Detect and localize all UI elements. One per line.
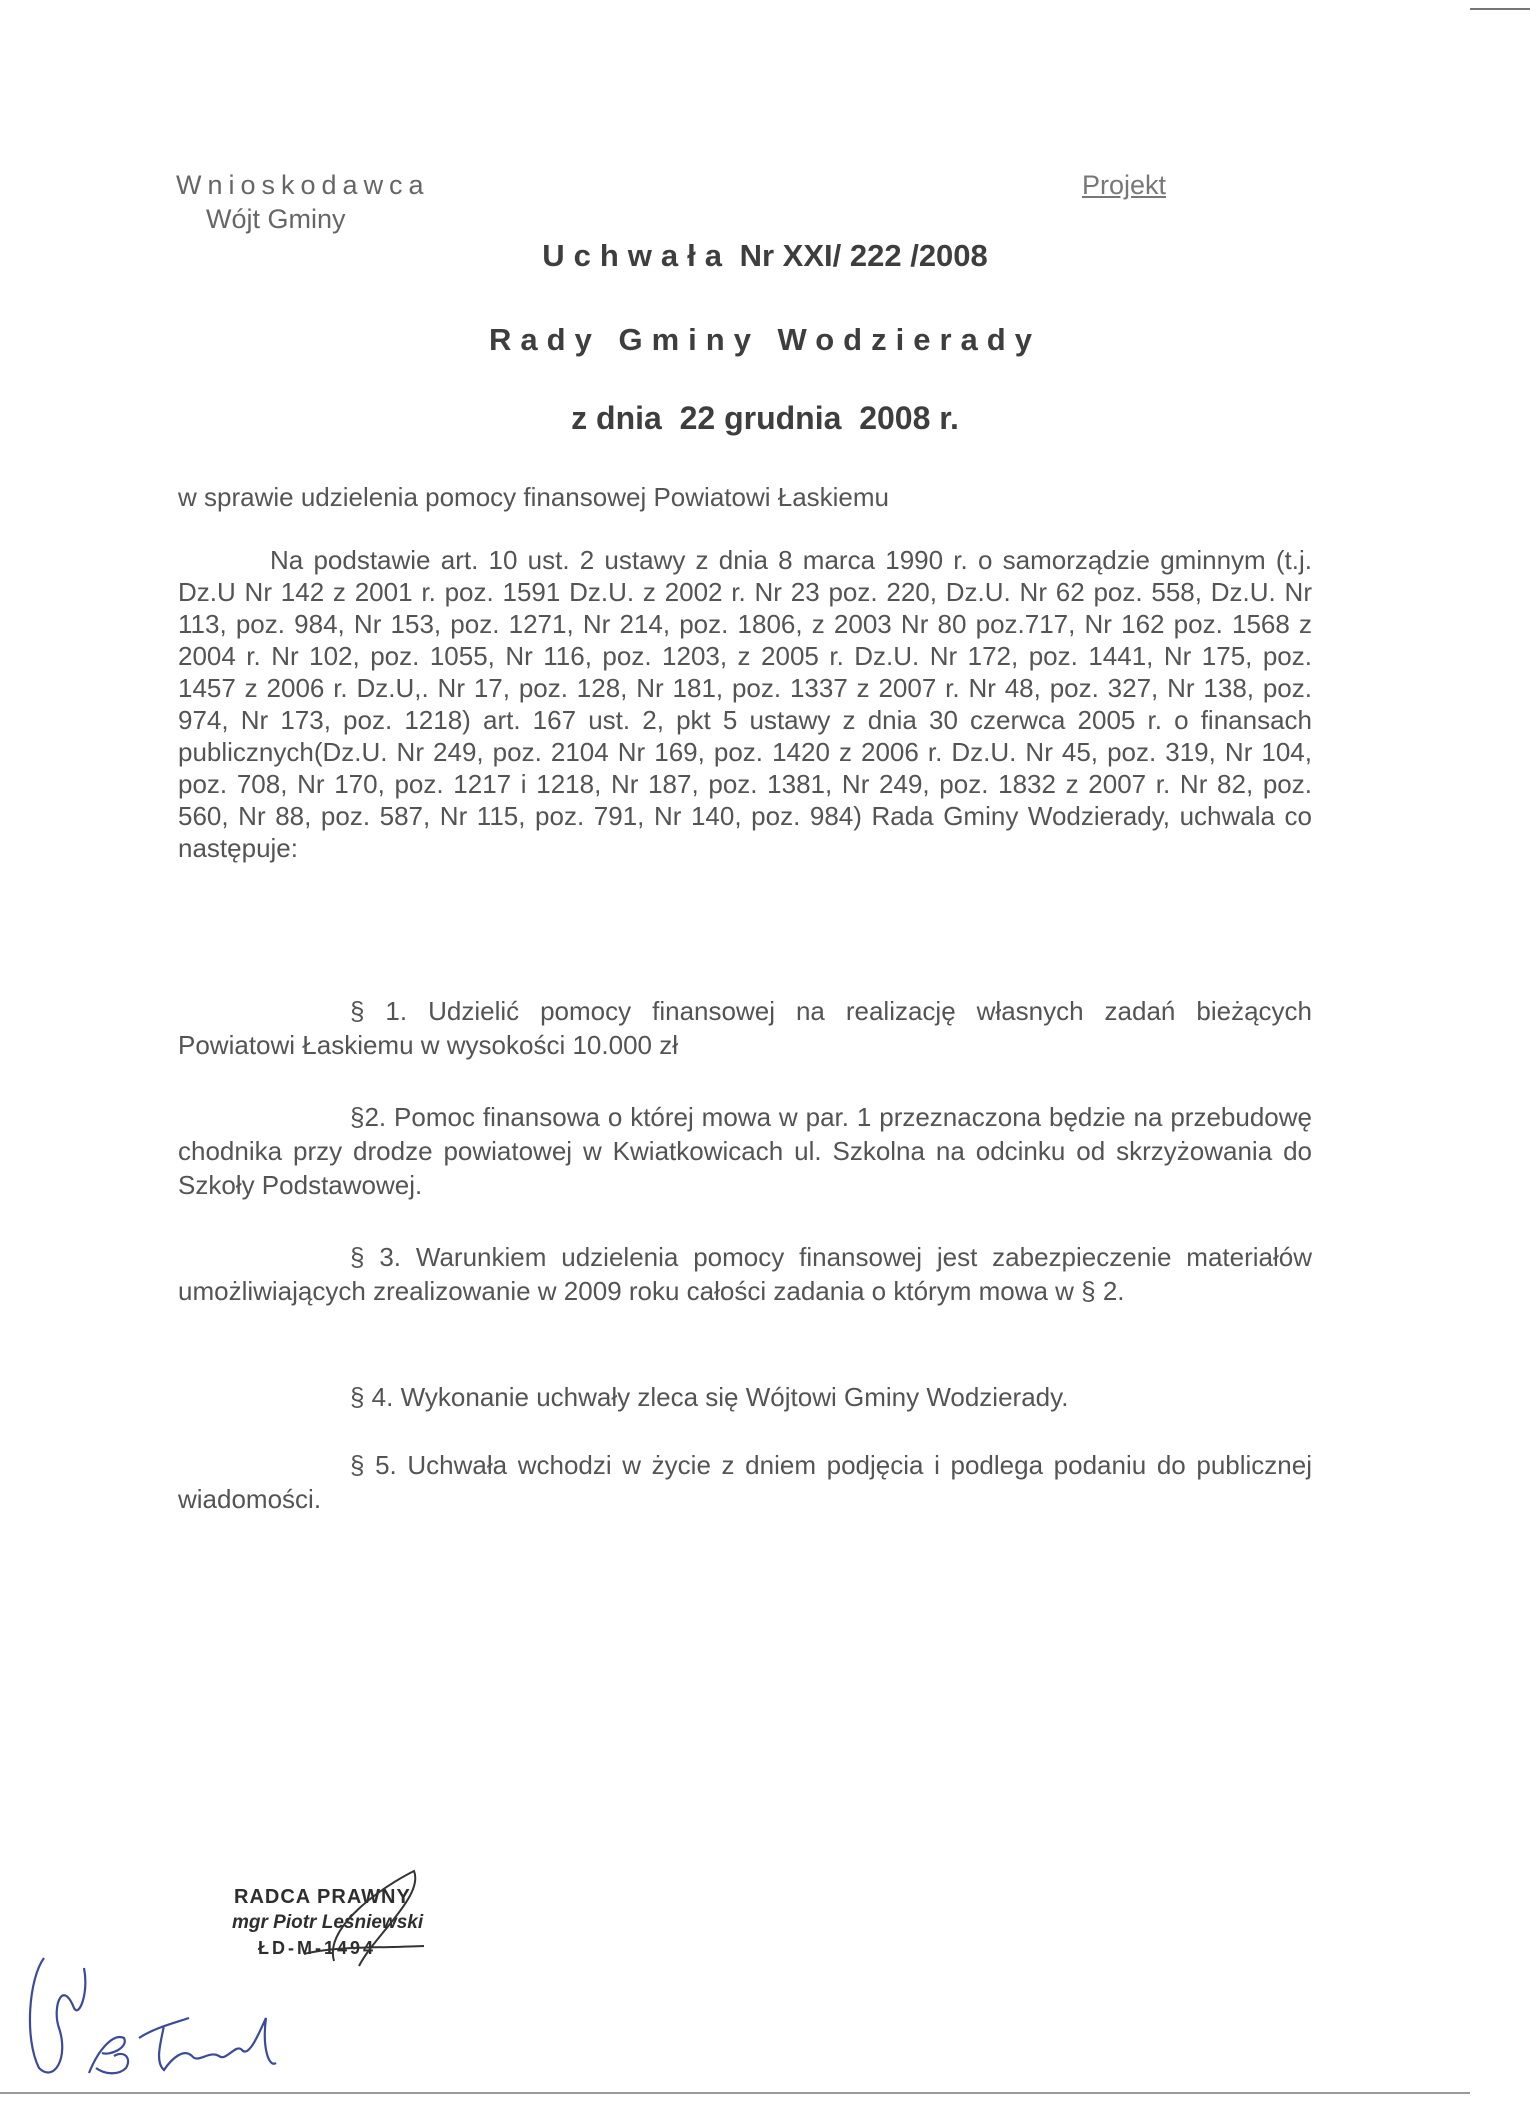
applicant-label: Wnioskodawca [176, 170, 430, 200]
resolution-number: Nr XXI/ 222 /2008 [739, 238, 988, 273]
section-4: § 4. Wykonanie uchwały zleca się Wójtowi Gminy Wodzierady. [350, 1382, 1069, 1412]
resolution-date: z dnia 22 grudnia 2008 r. [571, 400, 959, 436]
resolution-title [0, 238, 1530, 274]
scan-edge-top [1470, 8, 1530, 10]
council-name: Rady Gminy Wodzierady [489, 322, 1041, 357]
section-1: § 1. Udzielić pomocy finansowej na realizację własnych zadań bieżących Powiatowi Łaskiemu w wysokości 10.000 zł [178, 996, 1312, 1060]
applicant-title: Wójt Gminy [206, 204, 346, 234]
section-3: § 3. Warunkiem udzielenia pomocy finansowej jest zabezpieczenie materiałów umożliwiających zrealizowanie w 2009 roku całości zadania o którym mowa w § 2. [178, 1242, 1312, 1306]
resolution-subject: w sprawie udzielenia pomocy finansowej Powiatowi Łaskiemu [178, 482, 890, 512]
section-5: § 5. Uchwała wchodzi w życie z dniem podjęcia i podlega podaniu do publicznej wiadomości. [178, 1450, 1312, 1514]
legal-basis-paragraph: Na podstawie art. 10 ust. 2 ustawy z dnia 8 marca 1990 r. o samorządzie gminnym (t.j. Dz.U Nr 142 z 2001 r. poz. 1591 Dz.U. z 2002 r. Nr 23 poz. 220, Dz.U. Nr 62 poz. 558, Dz.U. Nr 113, poz. 984, Nr 153, poz. 1271, Nr 214, poz. 1806, z 2003 Nr 80 poz.717, Nr 162 poz. 1568 z 2004 r. Nr 102, poz. 1055, Nr 116, poz. 1203, z 2005 r. Dz.U. Nr 172, poz. 1441, Nr 175, poz. 1457 z 2006 r. Dz.U,. Nr 17, poz. 128, Nr 181, poz. 1337 z 2007 r. Nr 48, poz. 327, Nr 138, poz. 974, Nr 173, poz. 1218) art. 167 ust. 2, pkt 5 ustawy z dnia 30 czerwca 2005 r. o finansach publicznych(Dz.U. Nr 249, poz. 2104 Nr 169, poz. 1420 z 2006 r. Dz.U. Nr 45, poz. 319, Nr 104, poz. 708, Nr 170, poz. 1217 i 1218, Nr 187, poz. 1381, Nr 249, poz. 1832 z 2007 r. Nr 82, poz. 560, Nr 88, poz. 587, Nr 115, poz. 791, Nr 140, poz. 984) Rada Gminy Wodzierady, uchwala co następuje: [178, 545, 1312, 863]
stamp-line-name: mgr Piotr Leśniewski [232, 1912, 424, 1933]
stamp-line-title: RADCA PRAWNY [234, 1886, 411, 1908]
scan-edge-bottom [0, 2092, 1470, 2094]
resolution-word: Uchwała [542, 238, 731, 273]
section-2: §2. Pomoc finansowa o której mowa w par. 1 przeznaczona będzie na przebudowę chodnika przy drodze powiatowej w Kwiatkowicach ul. Szkolna na odcinku od skrzyżowania do Szkoły Podstawowej. [178, 1102, 1312, 1200]
stamp-line-number: ŁD-M-1494 [258, 1938, 377, 1958]
handwritten-signature [14, 1938, 314, 2088]
draft-label: Projekt [1082, 170, 1167, 200]
